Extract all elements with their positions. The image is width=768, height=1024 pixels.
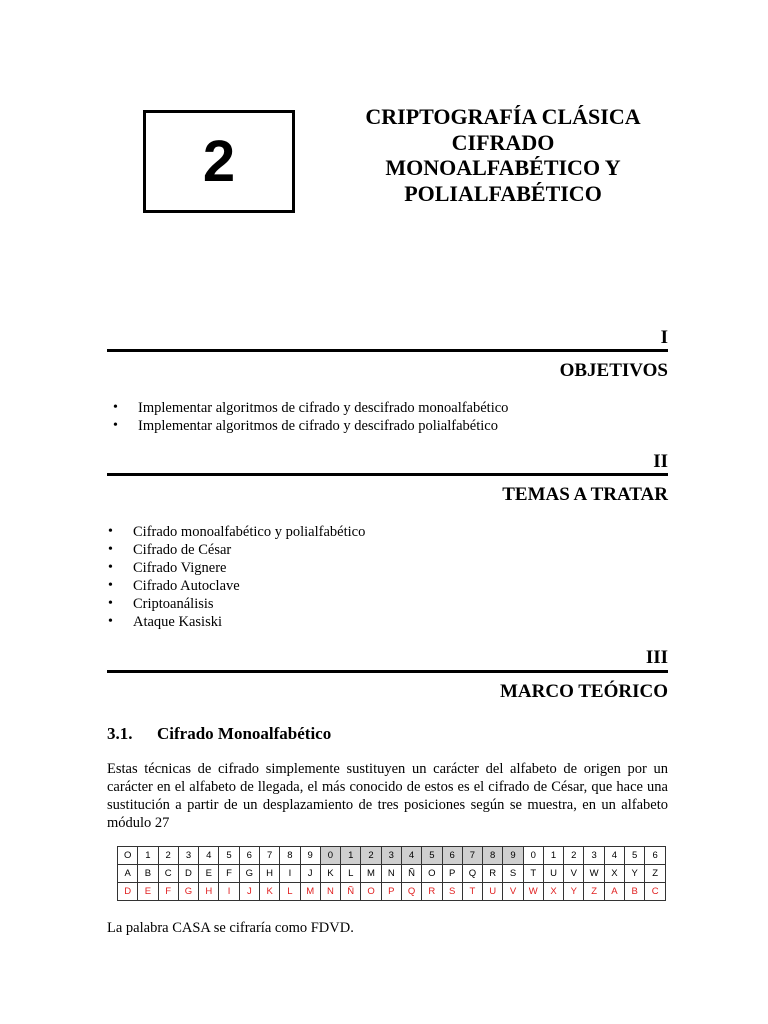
table-cell: 9	[300, 847, 320, 865]
list-item: • Implementar algoritmos de cifrado y descifrado polialfabético	[138, 417, 508, 435]
table-cell: 1	[341, 847, 361, 865]
table-cell: 6	[442, 847, 462, 865]
table-cell: R	[422, 883, 442, 901]
chapter-number: 2	[202, 128, 236, 194]
table-cell: G	[178, 883, 198, 901]
section-number: I	[660, 327, 668, 348]
chapter-title-line: POLIALFABÉTICO	[404, 180, 602, 206]
table-cell: J	[239, 883, 259, 901]
table-cell: P	[381, 883, 401, 901]
table-cell: Y	[625, 865, 645, 883]
subsection-title: Cifrado Monoalfabético	[157, 724, 332, 743]
table-cell: 1	[138, 847, 158, 865]
table-cell: O	[361, 883, 381, 901]
table-cell: 2	[564, 847, 584, 865]
chapter-title-line: CIFRADO	[451, 129, 555, 155]
table-cell: T	[462, 883, 482, 901]
table-cell: I	[280, 865, 300, 883]
table-cell: H	[259, 865, 279, 883]
table-cell: 9	[503, 847, 523, 865]
table-cell: Z	[584, 883, 604, 901]
table-cell: T	[523, 865, 543, 883]
table-cell: S	[442, 883, 462, 901]
table-cell: L	[341, 865, 361, 883]
table-cell: U	[483, 883, 503, 901]
section-title: OBJETIVOS	[559, 360, 668, 381]
table-cell: M	[300, 883, 320, 901]
table-cell: A	[604, 883, 624, 901]
table-cell: 8	[280, 847, 300, 865]
table-cell: D	[178, 865, 198, 883]
table-cell: 2	[158, 847, 178, 865]
chapter-title	[350, 104, 656, 206]
topics-list	[133, 523, 365, 631]
subsection-heading	[107, 724, 331, 744]
table-cell: 7	[462, 847, 482, 865]
plain-alphabet-row	[118, 865, 666, 883]
table-cell: J	[300, 865, 320, 883]
table-cell: 0	[320, 847, 340, 865]
caesar-cipher-table	[117, 846, 666, 901]
section-divider	[107, 349, 668, 352]
table-cell: Ñ	[341, 883, 361, 901]
table-cell: 5	[219, 847, 239, 865]
chapter-title-line: MONOALFABÉTICO Y	[385, 155, 621, 180]
table-cell: F	[158, 883, 178, 901]
table-cell: X	[543, 883, 563, 901]
chapter-number-box	[143, 110, 295, 213]
table-cell: V	[564, 865, 584, 883]
table-cell: S	[503, 865, 523, 883]
table-cell: Q	[462, 865, 482, 883]
table-cell: K	[259, 883, 279, 901]
table-cell: D	[118, 883, 138, 901]
table-cell: 3	[381, 847, 401, 865]
table-cell: Ñ	[401, 865, 421, 883]
section-divider	[107, 473, 668, 476]
table-cell: N	[381, 865, 401, 883]
section-number: II	[653, 451, 668, 472]
subsection-number: 3.1.	[107, 724, 133, 743]
table-cell: H	[199, 883, 219, 901]
section-title: MARCO TEÓRICO	[499, 681, 668, 702]
table-cell: F	[219, 865, 239, 883]
table-cell: B	[138, 865, 158, 883]
table-cell: 1	[543, 847, 563, 865]
table-cell: K	[320, 865, 340, 883]
table-cell: 7	[259, 847, 279, 865]
list-item: • Cifrado Vignere	[133, 559, 365, 577]
list-item: • Cifrado monoalfabético y polialfabético	[133, 523, 365, 541]
closing-text: La palabra CASA se cifraría como FDVD.	[107, 920, 354, 936]
table-cell: E	[138, 883, 158, 901]
cipher-alphabet-row	[118, 883, 666, 901]
table-cell: O	[118, 847, 138, 865]
table-cell: 3	[178, 847, 198, 865]
table-cell: 8	[483, 847, 503, 865]
table-cell: 4	[199, 847, 219, 865]
table-cell: Y	[564, 883, 584, 901]
table-cell: Z	[645, 865, 666, 883]
table-cell: 3	[584, 847, 604, 865]
table-cell: N	[320, 883, 340, 901]
section-divider	[107, 670, 668, 673]
table-cell: 4	[604, 847, 624, 865]
list-item: • Cifrado de César	[133, 541, 365, 559]
table-cell: C	[645, 883, 666, 901]
table-cell: 6	[239, 847, 259, 865]
table-cell: W	[523, 883, 543, 901]
table-cell: I	[219, 883, 239, 901]
table-cell: 6	[645, 847, 666, 865]
table-cell: U	[543, 865, 563, 883]
table-cell: E	[199, 865, 219, 883]
chapter-title-line: CRIPTOGRAFÍA CLÁSICA	[365, 104, 641, 129]
table-cell: 5	[625, 847, 645, 865]
section-title: TEMAS A TRATAR	[502, 484, 668, 505]
table-cell: G	[239, 865, 259, 883]
list-item: • Ataque Kasiski	[133, 613, 365, 631]
table-cell: 0	[523, 847, 543, 865]
table-cell: L	[280, 883, 300, 901]
table-cell: C	[158, 865, 178, 883]
table-cell: A	[118, 865, 138, 883]
table-cell: W	[584, 865, 604, 883]
table-cell: P	[442, 865, 462, 883]
table-cell: B	[625, 883, 645, 901]
table-cell: V	[503, 883, 523, 901]
table-cell: 4	[401, 847, 421, 865]
table-cell: 2	[361, 847, 381, 865]
list-item: • Implementar algoritmos de cifrado y descifrado monoalfabético	[138, 399, 508, 417]
table-cell: 5	[422, 847, 442, 865]
body-paragraph: Estas técnicas de cifrado simplemente sustituyen un carácter del alfabeto de origen por un carácter en el alfabeto de llegada, el más conocido de estos es el cifrado de César, que hace una sustitución a partir de un desplazamiento de tres posiciones según se muestra, en un alfabeto módulo 27	[107, 761, 668, 831]
objectives-list	[138, 399, 508, 435]
index-row	[118, 847, 666, 865]
list-item: • Cifrado Autoclave	[133, 577, 365, 595]
table-cell: Q	[401, 883, 421, 901]
table-cell: X	[604, 865, 624, 883]
table-cell: O	[422, 865, 442, 883]
table-cell: M	[361, 865, 381, 883]
list-item: • Criptoanálisis	[133, 595, 365, 613]
section-number: III	[645, 647, 668, 668]
table-cell: R	[483, 865, 503, 883]
